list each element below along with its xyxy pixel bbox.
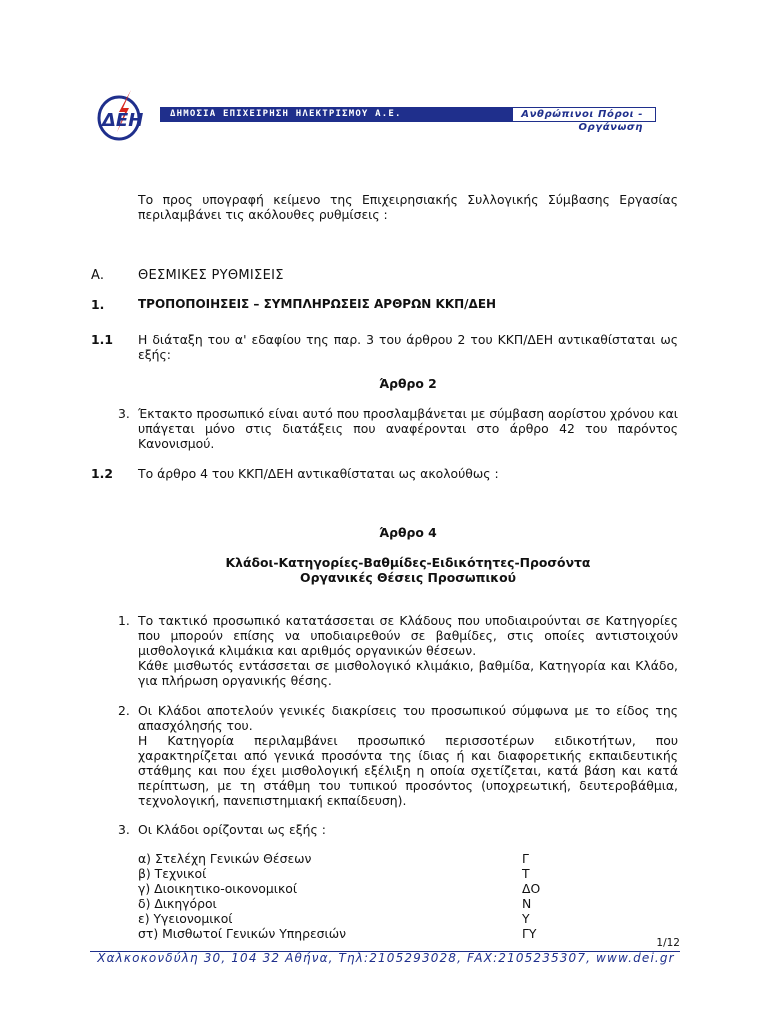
page-number: 1/12: [656, 937, 680, 949]
section-a-title: ΘΕΣΜΙΚΕΣ ΡΥΘΜΙΣΕΙΣ: [138, 268, 284, 283]
article-4-p1a: Το τακτικό προσωπικό κατατάσσεται σε Κλάδους που υποδιαιρούνται σε Κατηγορίες που μπορούν επίσης να υποδιαιρεθούν σε βαθμίδες, στις οποίες αντιστοιχούν μισθολογικά κλιμάκια και αριθμός οργανικών θέσεων.: [138, 613, 678, 658]
article-4-title: Άρθρο 4: [379, 525, 437, 540]
branch-label: στ) Μισθωτοί Γενικών Υπηρεσιών: [138, 926, 346, 941]
article-4-p3: Οι Κλάδοι ορίζονται ως εξής :: [138, 822, 326, 837]
company-name-bar: ΔΗΜΟΣΙΑ ΕΠΙΧΕΙΡΗΣΗ ΗΛΕΚΤΡΙΣΜΟΥ Α.Ε.: [160, 107, 513, 122]
branch-code: Γ: [522, 851, 529, 866]
item-1-2-number: 1.2: [91, 466, 113, 481]
branch-row: [138, 851, 529, 866]
intro-paragraph: Το προς υπογραφή κείμενο της Επιχειρησιακής Συλλογικής Σύμβασης Εργασίας περιλαμβάνει τις ακόλουθες ρυθμίσεις :: [138, 192, 678, 222]
logo-text: ΔΕΗ: [102, 110, 144, 131]
branch-row: [138, 866, 530, 881]
branch-row: [138, 926, 537, 941]
branch-label: ε) Υγειονομικοί: [138, 911, 233, 926]
section-1-title: ΤΡΟΠΟΠΟΙΗΣΕΙΣ – ΣΥΜΠΛΗΡΩΣΕΙΣ ΑΡΘΡΩΝ ΚΚΠ/ΔΕΗ: [138, 297, 497, 311]
branch-code: ΓΥ: [522, 926, 537, 941]
article-4-p2b: Η Κατηγορία περιλαμβάνει προσωπικό περισσοτέρων ειδικοτήτων, που χαρακτηρίζεται από γενικά προσόντα της ίδιας ή και διαφορετικής εκπαιδευτικής στάθμης και που έχει μισθολογική εξέλιξη η οποία σχετίζεται, κατά βάση και κατά περίπτωση, με τη στάθμη του τυπικού προσόντος (υποχρεωτική, δευτεροβάθμια, τεχνολογική, πανεπιστημιακή εκπαίδευση).: [138, 733, 678, 808]
article-2-paragraph: Έκτακτο προσωπικό είναι αυτό που προσλαμβάνεται με σύμβαση αορίστου χρόνου και υπάγεται μόνο στις διατάξεις που αναφέρονται στο άρθρο 42 του παρόντος Κανονισμού.: [138, 406, 678, 451]
branch-row: [138, 911, 530, 926]
dei-logo: [95, 88, 147, 144]
section-a-letter: Α.: [91, 268, 105, 283]
branch-label: α) Στελέχη Γενικών Θέσεων: [138, 851, 312, 866]
branch-label: β) Τεχνικοί: [138, 866, 207, 881]
branch-code: ΔΟ: [522, 881, 541, 896]
branch-label: γ) Διοικητικο-οικονομικοί: [138, 881, 298, 896]
article-4-p2-number: 2.: [118, 703, 130, 718]
branch-row: [138, 881, 541, 896]
section-1-number: 1.: [91, 297, 105, 312]
article-4-subtitle-line2: Οργανικές Θέσεις Προσωπικού: [300, 570, 516, 585]
item-1-1-text: Η διάταξη του α' εδαφίου της παρ. 3 του άρθρου 2 του ΚΚΠ/ΔΕΗ αντικαθίσταται ως εξής:: [138, 332, 678, 362]
branch-label: δ) Δικηγόροι: [138, 896, 217, 911]
article-4-p1-number: 1.: [118, 613, 130, 628]
article-4-p3-number: 3.: [118, 822, 130, 837]
article-4-p2a: Οι Κλάδοι αποτελούν γενικές διακρίσεις του προσωπικού σύμφωνα με το είδος της απασχόλησής του.: [138, 703, 678, 733]
branch-code: Τ: [522, 866, 530, 881]
item-1-2-text: Το άρθρο 4 του ΚΚΠ/ΔΕΗ αντικαθίσταται ως ακολούθως :: [138, 466, 499, 481]
branch-code: Ν: [522, 896, 532, 911]
article-2-para-number: 3.: [118, 406, 130, 421]
article-4-p1b: Κάθε μισθωτός εντάσσεται σε μισθολογικό κλιμάκιο, βαθμίδα, Κατηγορία και Κλάδο, για πλήρωση οργανικής θέσης.: [138, 658, 678, 688]
article-4-subtitle-line1: Κλάδοι-Κατηγορίες-Βαθμίδες-Ειδικότητες-Προσόντα: [225, 555, 591, 570]
footer-address: Χαλκοκονδύλη 30, 104 32 Αθήνα, Τηλ:2105293028, FAX:2105235307, www.dei.gr: [97, 951, 675, 965]
branch-row: [138, 896, 532, 911]
item-1-1-number: 1.1: [91, 332, 113, 347]
branch-code: Υ: [522, 911, 530, 926]
article-2-title: Άρθρο 2: [379, 376, 437, 391]
department-label: Ανθρώπινοι Πόροι - Οργάνωση: [513, 107, 656, 122]
